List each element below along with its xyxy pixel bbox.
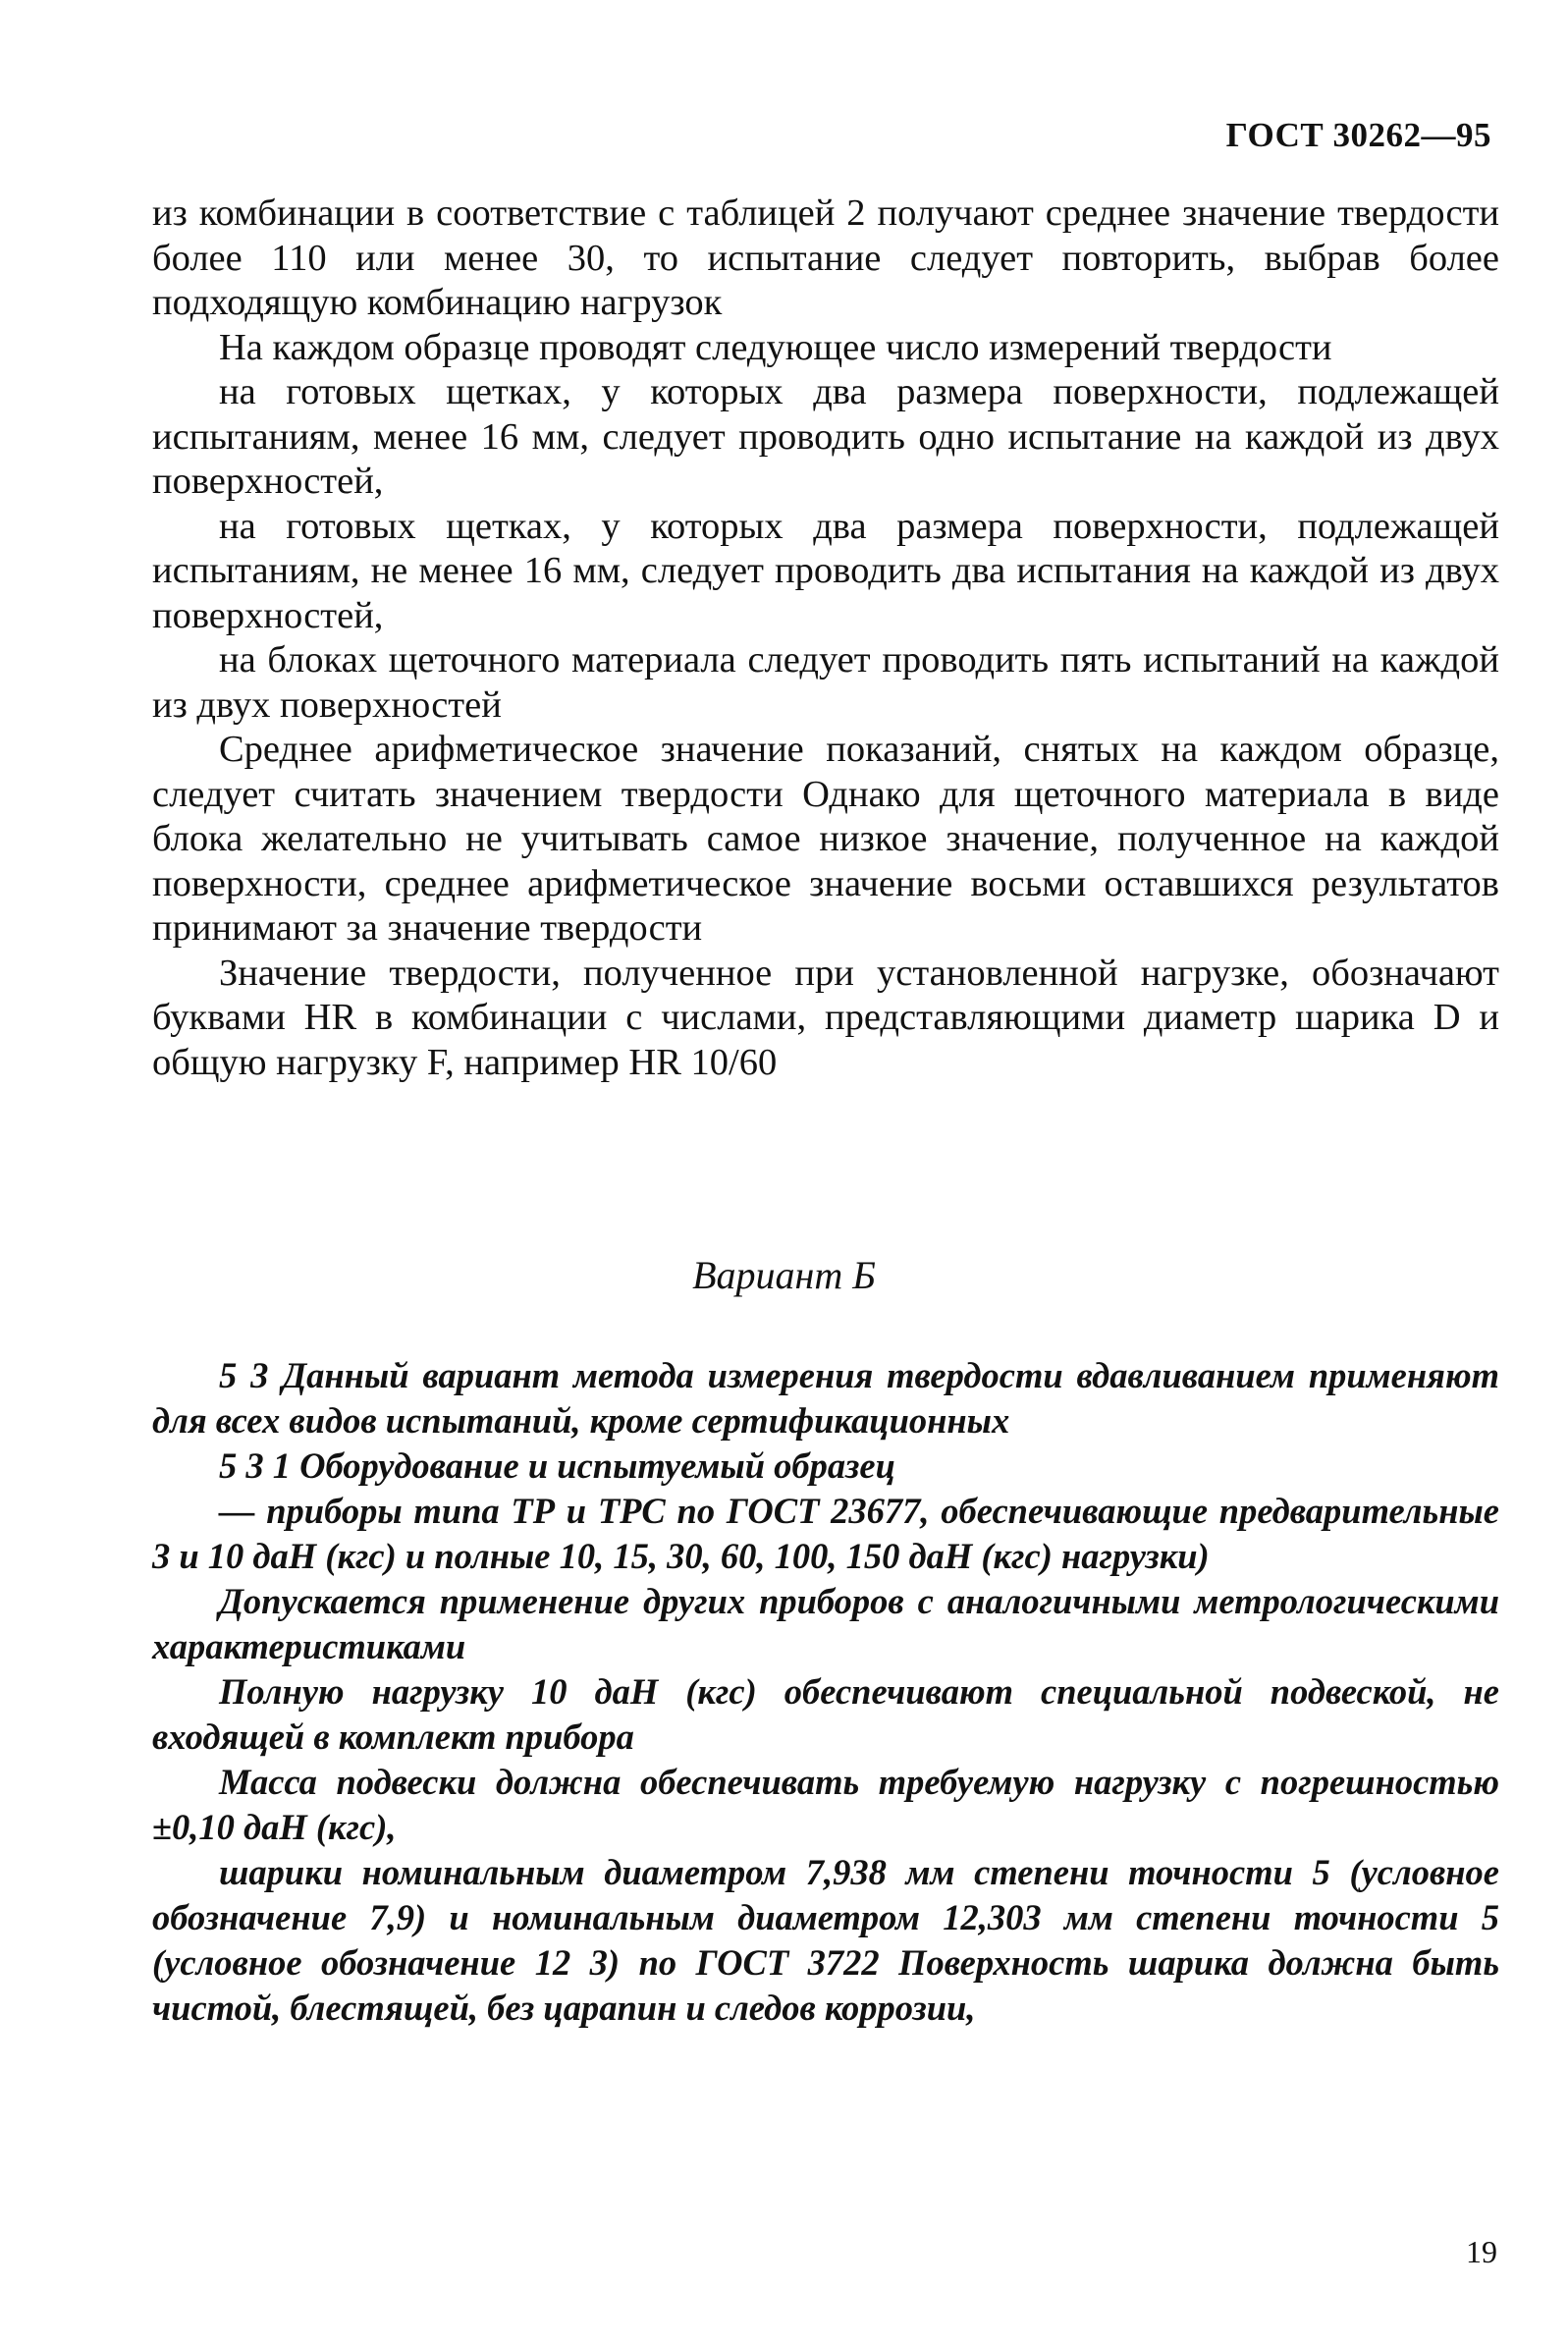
- paragraph-blocks: на блоках щеточного материала следует проводить пять испытаний на каждой из двух поверхностей: [152, 639, 1499, 726]
- paragraph-brushes-small: на готовых щетках, у которых два размера поверхности, подлежащей испытаниям, менее 16 мм, следует проводить одно испытание на каждой из двух поверхностей,: [152, 371, 1499, 502]
- clause-5-3: 5 3 Данный вариант метода измерения твердости вдавливанием применяют для всех видов испытаний, кроме сертификационных: [152, 1355, 1499, 1441]
- paragraph-other-devices: Допускается применение других приборов с аналогичными метрологическими характеристиками: [152, 1581, 1499, 1666]
- paragraph-average: Среднее арифметическое значение показаний, снятых на каждом образце, следует считать значением твердости Однако для щеточного материала в виде блока желательно не учитывать самое низкое значение, полученное на каждой поверхности, среднее арифметическое значение восьми оставшихся результатов принимают за значение твердости: [152, 729, 1499, 949]
- equipment-item-devices: — приборы типа ТР и ТРС по ГОСТ 23677, обеспечивающие предварительные 3 и 10 даН (кгс) и полные 10, 15, 30, 60, 100, 150 даН (кгс) нагрузки): [152, 1491, 1499, 1576]
- document-number-header: ГОСТ 30262—95: [1225, 116, 1491, 154]
- paragraph-measurement-count: На каждом образце проводят следующее число измерений твердости: [219, 326, 1332, 368]
- clause-5-3-1: 5 3 1 Оборудование и испытуемый образец: [219, 1445, 895, 1486]
- variant-b-section: [152, 1353, 1499, 2031]
- page-number: 19: [1466, 2234, 1497, 2269]
- paragraph-suspension-mass: Масса подвески должна обеспечивать требуемую нагрузку с погрешностью ±0,10 даН (кгс),: [152, 1762, 1499, 1847]
- paragraph-brushes-large: на готовых щетках, у которых два размера поверхности, подлежащей испытаниям, не менее 16 мм, следует проводить два испытания на каждой из двух поверхностей,: [152, 505, 1499, 636]
- equipment-item-balls: шарики номинальным диаметром 7,938 мм степени точности 5 (условное обозначение 7,9) и номинальным диаметром 12,303 мм степени точности 5 (условное обозначение 12 3) по ГОСТ 3722 Поверхность шарика должна быть чистой, блестящей, без царапин и следов коррозии,: [152, 1852, 1499, 2028]
- variant-heading: Вариант Б: [692, 1253, 876, 1297]
- body-text: [152, 191, 1499, 1085]
- paragraph-full-load: Полную нагрузку 10 даН (кгс) обеспечивают специальной подвеской, не входящей в комплект прибора: [152, 1671, 1499, 1757]
- paragraph-designation: Значение твердости, полученное при установленной нагрузке, обозначают буквами HR в комбинации с числами, представляющими диаметр шарика D и общую нагрузку F, например HR 10/60: [152, 952, 1499, 1083]
- paragraph-continuation: из комбинации в соответствие с таблицей 2 получают среднее значение твердости более 110 или менее 30, то испытание следует повторить, выбрав более подходящую комбинацию нагрузок: [152, 192, 1499, 323]
